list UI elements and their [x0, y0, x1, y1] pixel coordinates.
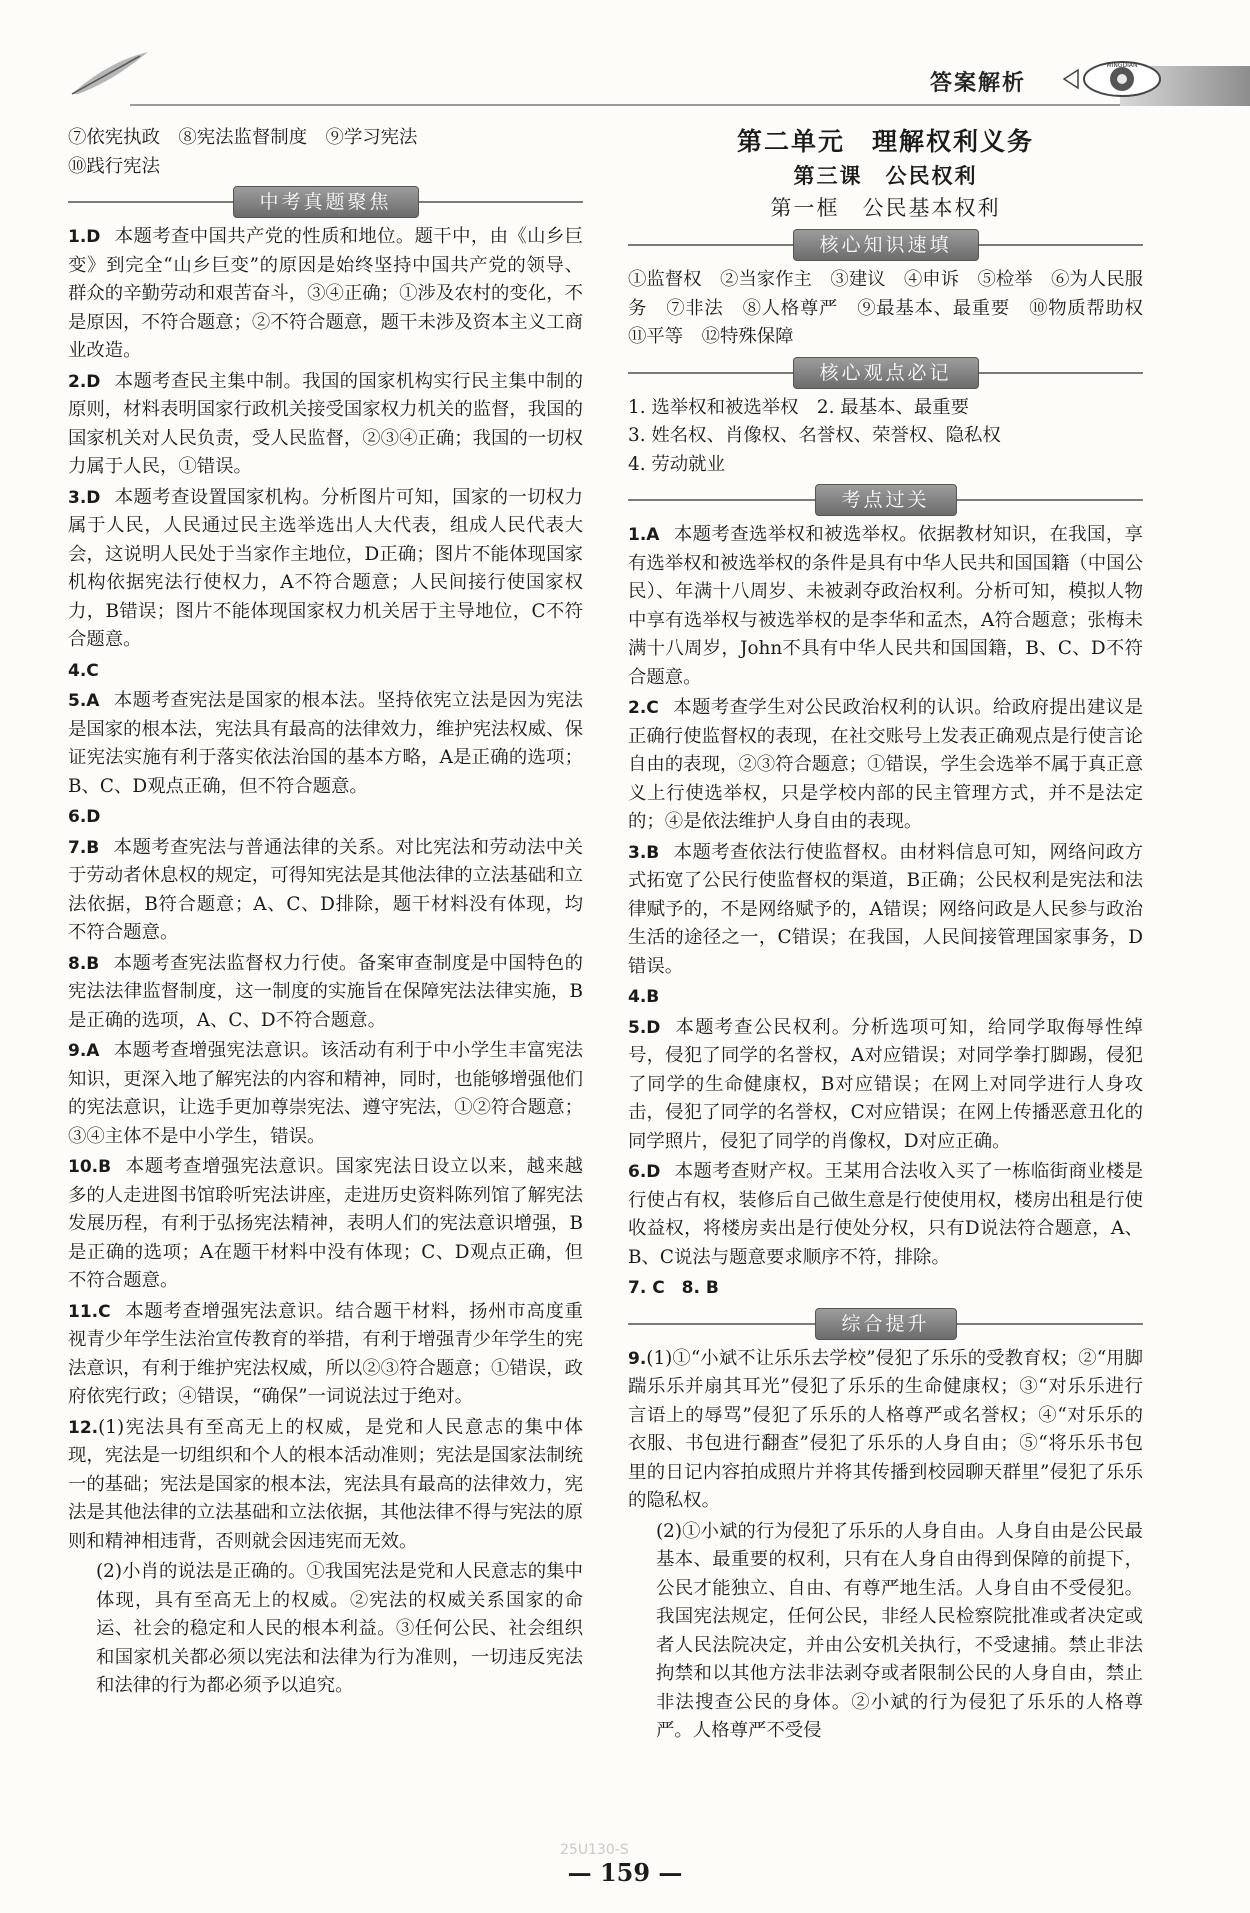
answer-item: 7. C 8. B [628, 1278, 719, 1298]
answer-item: 6.D [68, 807, 101, 827]
lesson-title: 第三课 公民权利 [793, 164, 978, 188]
banner-label: 综合提升 [814, 1308, 956, 1340]
page-number: — 159 — [567, 1858, 683, 1887]
answer-item: 5.D 本题考查公民权利。分析选项可知，给同学取侮辱性绰号，侵犯了同学的名誉权，A对应错误；对同学拳打脚踢，侵犯了同学的生命健康权，B对应错误；在网上对同学进行人身攻击，侵犯了同学的名誉权，C对应错误；在网上传播恶意丑化的同学照片，侵犯了同学的肖像权，D对应正确。 [628, 1016, 1143, 1152]
banner-label: 核心观点必记 [792, 357, 978, 389]
answer-item: 9.(1)①“小斌不让乐乐去学校”侵犯了乐乐的受教育权；②“用脚踹乐乐并扇其耳光”侵犯了乐乐的生命健康权；③“对乐乐进行言语上的辱骂”侵犯了乐乐的人格尊严或名誉权；④“对乐乐的衣服、书包进行翻查”侵犯了乐乐的人身自由；⑤“将乐乐书包里的日记内容拍成照片并将其传播到校园聊天群里”侵犯了乐乐的隐私权。 [628, 1347, 1143, 1511]
section-banner [628, 1307, 1143, 1341]
left-column [68, 124, 583, 1703]
knowledge-fill: ①监督权 ②当家作主 ③建议 ④申诉 ⑤检举 ⑥为人民服务 ⑦非法 ⑧人格尊严 ⑨最基本、最重要 ⑩物质帮助权 ⑪平等 ⑫特殊保障 [628, 269, 1162, 347]
point-line: 1. 选举权和被选举权 2. 最基本、最重要 [628, 396, 970, 418]
header-title: 答案解析 [930, 71, 1027, 96]
answer-item: 4.C [68, 660, 99, 681]
header-rule [130, 104, 1180, 106]
page-header [0, 0, 1250, 110]
intro-line: ⑩践行宪法 [68, 155, 160, 177]
right-column [628, 124, 1162, 1748]
section-banner [628, 356, 1143, 390]
answer-item: 7.B 本题考查宪法与普通法律的关系。对比宪法和劳动法中关于劳动者休息权的规定，可得知宪法是其他法律的立法基础和立法依据，B符合题意；A、C、D排除，题干材料没有体现，均不符合题意。 [68, 836, 583, 943]
answer-item: 1.A 本题考查选举权和被选举权。依据教材知识，在我国，享有选举权和被选举权的条件是具有中华人民共和国国籍（中国公民）、年满十八周岁、未被剥夺政治权利。分析可知，模拟人物中享有选举权与被选举权的是李华和孟杰，A符合题意；张梅未满十八周岁，John不具有中华人民共和国国籍，B、C、D不符合题意。 [628, 524, 1143, 688]
banner-label: 中考真题聚焦 [232, 186, 418, 218]
answer-item: 3.D 本题考查设置国家机构。分析图片可知，国家的一切权力属于人民，人民通过民主选举选出人大代表，组成人民代表大会，这说明人民处于当家作主地位，D正确；图片不能体现国家机构依据宪法行使权力，A不符合题意；人民间接行使国家权力，B错误；图片不能体现国家权力机关居于主导地位，C不符合题意。 [68, 486, 583, 650]
answer-item: 4.B [628, 987, 660, 1007]
section-banner [68, 185, 583, 219]
section-banner [628, 483, 1143, 517]
answer-item: 6.D 本题考查财产权。王某用合法收入买了一栋临街商业楼是行使占有权，装修后自己做生意是行使使用权，楼房出租是行使收益权，将楼房卖出是行使处分权，只有D说法符合题意，A、B、C说法与题意要求顺序不符，排除。 [628, 1161, 1143, 1268]
unit-title: 第二单元 理解权利义务 [736, 127, 1034, 156]
logo-badge-text: MINGDIAN [1106, 62, 1138, 69]
point-line: 4. 劳动就业 [628, 453, 725, 475]
answer-item: 8.B 本题考查宪法监督权力行使。备案审查制度是中国特色的宪法法律监督制度，这一制度的实施旨在保障宪法法律实施，B是正确的选项，A、C、D不符合题意。 [68, 952, 583, 1031]
frame-title: 第一框 公民基本权利 [770, 196, 1001, 220]
section-banner [628, 228, 1143, 262]
print-code: 25U130-S [560, 1842, 629, 1858]
banner-label: 核心知识速填 [792, 229, 978, 261]
answer-item: 5.A 本题考查宪法是国家的根本法。坚持依宪立法是因为宪法是国家的根本法，宪法具有最高的法律效力，维护宪法权威、保证宪法实施有利于落实依法治国的基本方略，A是正确的选项；B、C、D观点正确，但不符合题意。 [68, 690, 583, 797]
point-line: 3. 姓名权、肖像权、名誉权、荣誉权、隐私权 [628, 425, 1001, 446]
feather-icon [70, 48, 150, 98]
answer-item: 9.A 本题考查增强宪法意识。该活动有利于中小学生丰富宪法知识，更深入地了解宪法的内容和精神，同时，也能够增强他们的宪法意识，让选手更加尊崇宪法、遵守宪法，①②符合题意；③④主体不是中小学生，错误。 [68, 1040, 583, 1147]
answer-list [68, 223, 583, 1701]
answer-item: 1.D 本题考查中国共产党的性质和地位。题干中，由《山乡巨变》到完全“山乡巨变”的原因是始终坚持中国共产党的领导、群众的辛勤劳动和艰苦奋斗，③④正确；①涉及农村的变化，不是原因，不符合题意；②不符合题意，题干未涉及资本主义工商业改造。 [68, 226, 583, 361]
answer-item: 10.B 本题考查增强宪法意识。国家宪法日设立以来，越来越多的人走进图书馆聆听宪法讲座，走进历史资料陈列馆了解宪法发展历程，有利于弘扬宪法精神，表明人们的宪法意识增强，B是正确的选项；A在题干材料中没有体现；C、D观点正确，但不符合题意。 [68, 1156, 583, 1291]
answer-item: 11.C 本题考查增强宪法意识。结合题干材料，扬州市高度重视青少年学生法治宣传教育的举措，有利于增强青少年学生的宪法意识，有利于维护宪法权威，所以②③符合题意；①错误，政府依宪行政；④错误，“确保”一词说法过于绝对。 [68, 1300, 583, 1407]
eye-logo-icon [1060, 58, 1190, 100]
answer-subitem: (2)小肖的说法是正确的。①我国宪法是党和人民意志的集中体现，具有至高无上的权威。②宪法的权威关系国家的命运、社会的稳定和人民的根本利益。③任何公民、社会组织和国家机关都必须以宪法和法律为行为准则，一切违反宪法和法律的行为都必须予以追究。 [96, 1561, 583, 1696]
answer-list [628, 521, 1143, 1303]
answer-item: 2.D 本题考查民主集中制。我国的国家机构实行民主集中制的原则，材料表明国家行政机关接受国家权力机关的监督，我国的国家机关对人民负责，受人民监督，②③④正确；我国的一切权力属于人民，①错误。 [68, 370, 583, 477]
banner-label: 考点过关 [814, 484, 956, 516]
answer-item: 3.B 本题考查依法行使监督权。由材料信息可知，网络问政方式拓宽了公民行使监督权的渠道，B正确；公民权利是宪法和法律赋予的，不是网络赋予的，A错误；网络问政是人民参与政治生活的途径之一，C错误；在我国，人民间接管理国家事务，D错误。 [628, 841, 1143, 977]
answer-subitem: (2)①小斌的行为侵犯了乐乐的人身自由。人身自由是公民最基本、最重要的权利，只有在人身自由得到保障的前提下，公民才能独立、自由、有尊严地生活。人身自由不受侵犯。我国宪法规定，任何公民，非经人民检察院批准或者决定或者人民法院决定，并由公安机关执行，不受逮捕。禁止非法拘禁和以其他方法非法剥夺或者限制公民的人身自由，禁止非法搜查公民的身体。②小斌的行为侵犯了乐乐的人格尊严。人格尊严不受侵 [656, 1520, 1143, 1741]
answer-item: 2.C 本题考查学生对公民政治权利的认识。给政府提出建议是正确行使监督权的表现，在社交账号上发表正确观点是行使言论自由的表现，②③符合题意；①错误，学生会选举不属于真正意义上行使选举权，只是学校内部的民主管理方式，并不是法定的；④是依法维护人身自由的表现。 [628, 697, 1143, 832]
intro-line: ⑦依宪执政 ⑧宪法监督制度 ⑨学习宪法 [68, 127, 418, 148]
answer-item: 12.(1)宪法具有至高无上的权威，是党和人民意志的集中体现，宪法是一切组织和个人的根本活动准则；宪法是国家法制统一的基础；宪法是国家的根本法，宪法具有最高的法律效力，宪法是其他法律的立法基础和立法依据，其他法律不得与宪法的原则和精神相违背，否则就会因违宪而无效。 [68, 1416, 583, 1552]
